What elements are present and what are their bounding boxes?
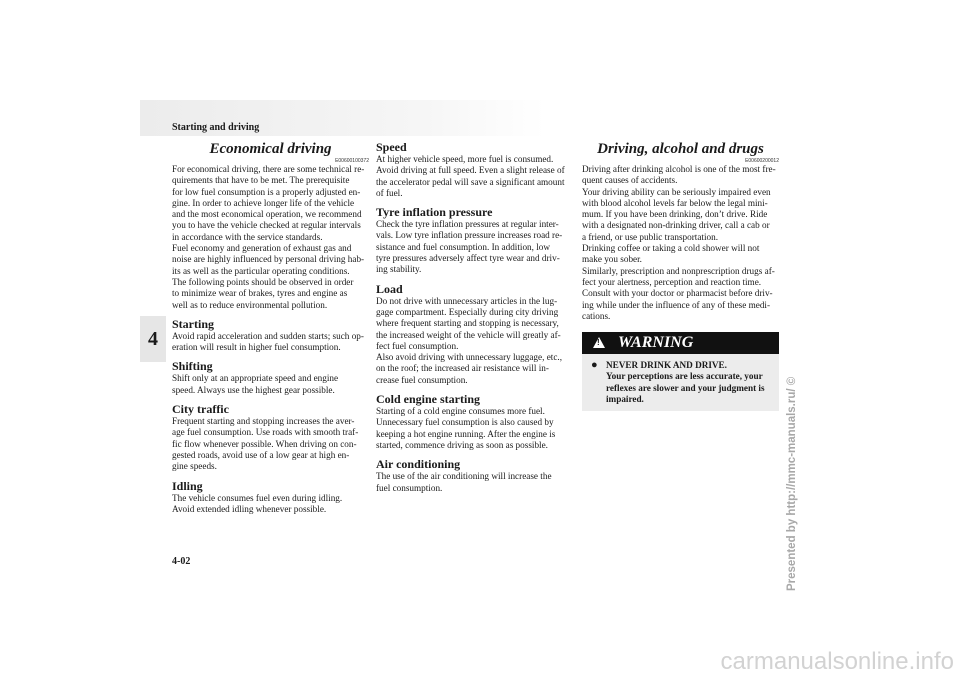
heading-air-conditioning: Air conditioning	[376, 457, 461, 472]
section-code: E00600100372	[335, 158, 369, 164]
paragraph-speed: At higher vehicle speed, more fuel is consumed. Avoid driving at full speed. Even a slight release of the accelerator pedal will save a significant amount of fuel.	[376, 154, 565, 198]
heading-load: Load	[376, 281, 403, 296]
heading-tyre-inflation: Tyre inflation pressure	[376, 205, 493, 220]
warning-header	[582, 332, 779, 354]
heading-starting: Starting	[172, 316, 214, 331]
page-number: 4-02	[172, 556, 191, 567]
paragraph-cold-engine: Starting of a cold engine consumes more fuel. Unnecessary fuel consumption is also caused by keeping a hot engine running. After the engine is started, commence driving as soon as possible.	[376, 406, 556, 450]
paragraph-shifting: Shift only at an appropriate speed and engine speed. Always use the highest gear possible.	[172, 373, 339, 395]
heading-speed: Speed	[376, 140, 407, 154]
intro-paragraph: For economical driving, there are some technical re- quirements that have to be met. The prerequisite for low fuel consumption is a properly adjusted en- gine. In order to achieve longer life of the vehicle and the most economical operation, we recommend you to have the vehicle checked at regular intervals in accordance with the service standards. Fuel economy and generation of exhaust gas and noise are highly influenced by personal driving hab- its as well as the particular operating conditions. The following points should be observed in order to minimize wear of brakes, tyres and engine as well as to reduce environmental pollution.	[172, 164, 365, 310]
paragraph-load: Do not drive with unnecessary articles in the lug- gage compartment. Especially during city driving where frequent starting and stopping is necessary, the increased weight of the vehicle will greatly af- fect fuel consumption. Also avoid driving with unnecessary luggage, etc., on the roof; the increased air resistance will in- crease fuel consumption.	[376, 295, 563, 385]
section-code: E00600200012	[745, 158, 779, 164]
warning-box	[582, 332, 779, 411]
header-title: Starting and driving	[172, 122, 260, 133]
column-1	[172, 140, 369, 515]
warning-item: ● NEVER DRINK AND DRIVE. Your perceptions are less accurate, your reflexes are slower and your judgment is impaired.	[591, 359, 765, 405]
warning-triangle-icon: !	[593, 337, 605, 348]
paragraph-idling: The vehicle consumes fuel even during idling. Avoid extended idling whenever possible.	[172, 492, 343, 514]
heading-shifting: Shifting	[172, 359, 213, 374]
column-3	[582, 140, 779, 411]
footer-watermark: carmanualsonline.info	[720, 648, 954, 675]
column-2	[376, 140, 573, 494]
paragraph-air-conditioning: The use of the air conditioning will increase the fuel consumption.	[376, 471, 552, 493]
warning-title: WARNING	[618, 334, 694, 352]
paragraph-alcohol-drugs: Driving after drinking alcohol is one of the most fre- quent causes of accidents. Your driving ability can be seriously impaired even with blood alcohol levels far below the legal mini- mum. If you have been drinking, don’t drive. Ride with a designated non-drinking driver, call a cab or a friend, or use public transportation. Drinking coffee or taking a cold shower will not make you sober. Similarly, prescription and nonprescription drugs af- fect your alertness, perception and reaction time. Consult with your doctor or pharmacist before driv- ing while under the influence of any of these medi- cations.	[582, 164, 776, 321]
chapter-tab: 4	[140, 316, 166, 362]
section-title-economical-driving: Economical driving	[209, 141, 332, 157]
paragraph-starting: Avoid rapid acceleration and sudden starts; such op- eration will result in higher fuel consumption.	[172, 330, 364, 353]
heading-city-traffic: City traffic	[172, 402, 229, 417]
paragraph-tyre-inflation: Check the tyre inflation pressures at regular inter- vals. Low tyre inflation pressure increases road re- sistance and fuel consumption. In addition, low tyre pressures adversely affect tyre wear and driv- ing stability.	[376, 219, 563, 275]
bullet-icon: ●	[591, 359, 598, 372]
section-title-alcohol-drugs: Driving, alcohol and drugs	[597, 141, 764, 157]
heading-cold-engine: Cold engine starting	[376, 392, 481, 407]
paragraph-city-traffic: Frequent starting and stopping increases the aver- age fuel consumption. Use roads with smooth traf- fic flow whenever possible. When driving on con- gested roads, avoid use of a low gear at high en- gine speeds.	[172, 416, 359, 472]
sidebar-watermark: Presented by http://mmc-manuals.ru/ ©	[786, 376, 798, 591]
heading-idling: Idling	[172, 478, 203, 493]
